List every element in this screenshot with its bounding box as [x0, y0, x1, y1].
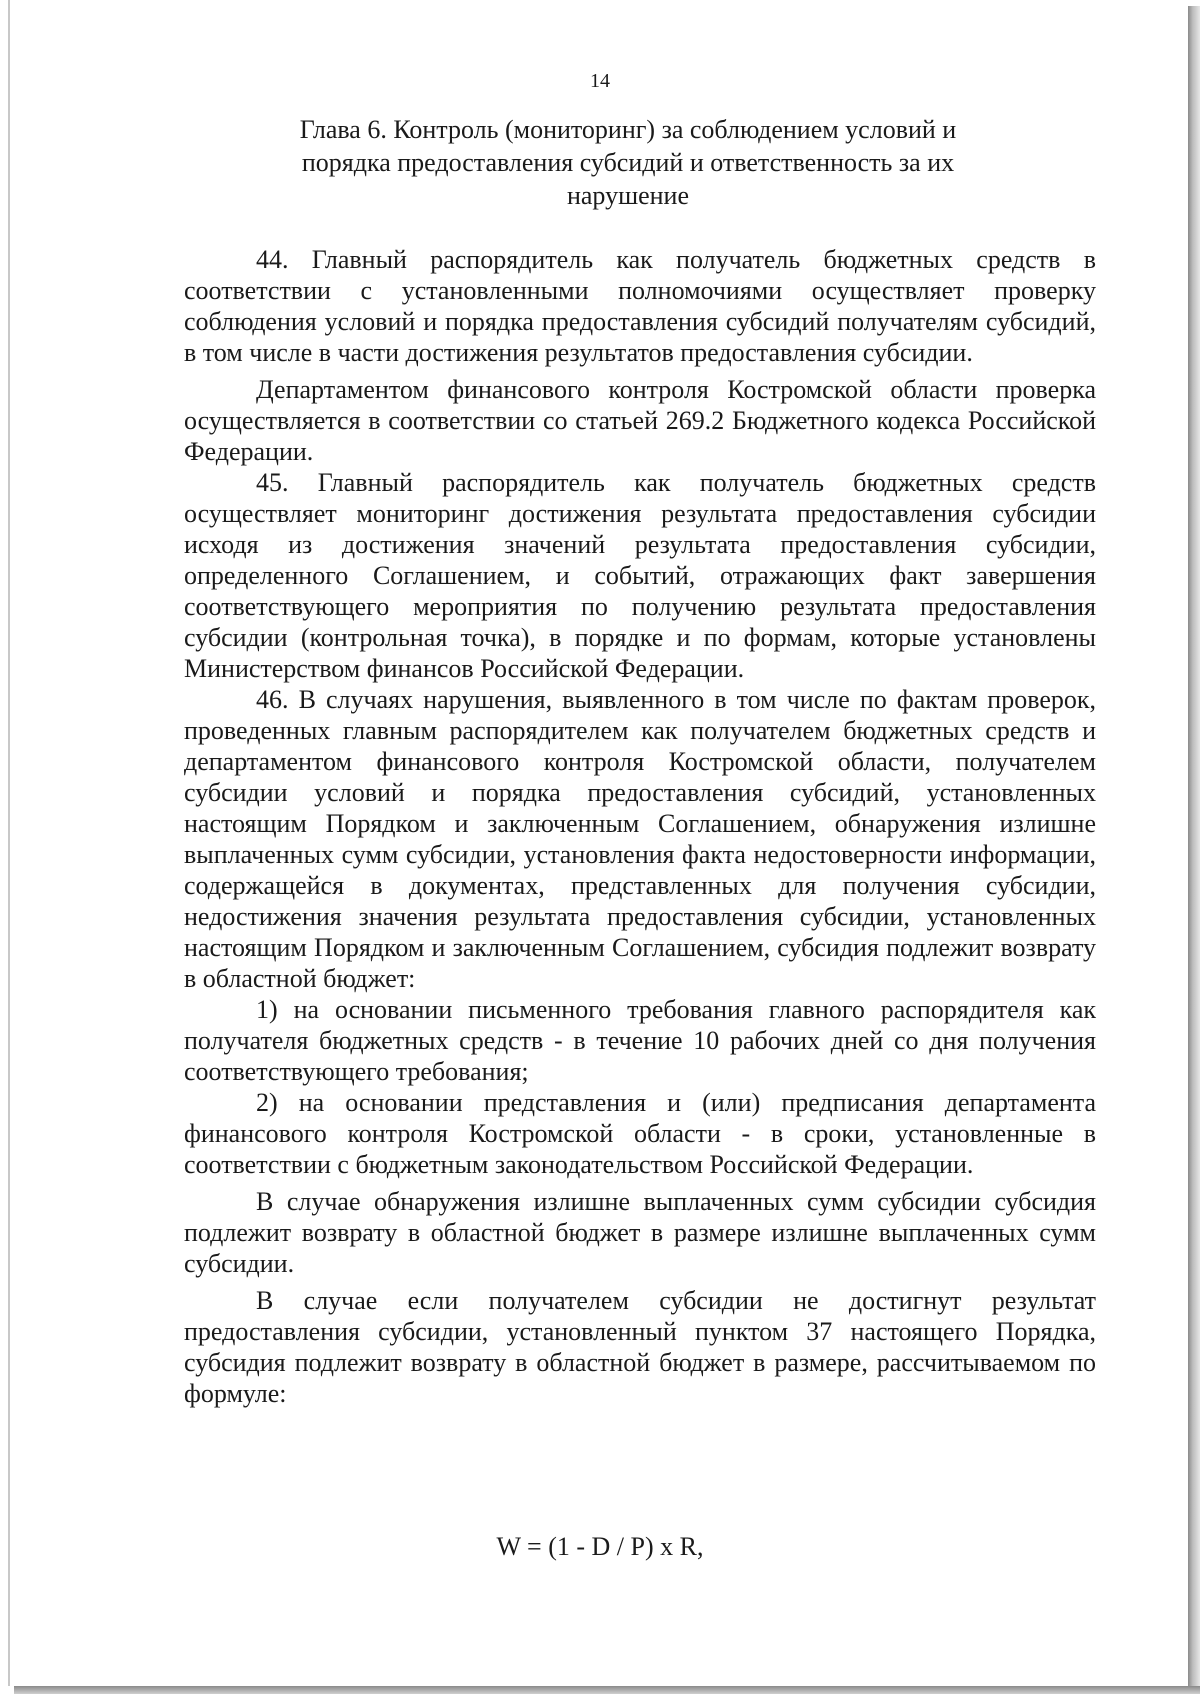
- page-shadow-right: [1188, 6, 1200, 1694]
- document-page: [8, 0, 1188, 1686]
- refund-formula: W = (1 - D / P) x R,: [496, 1532, 704, 1561]
- paragraph-45: 45. Главный распорядитель как получатель бюджетных средств осуществляет мониторинг достижения результата предоставления субсидии исходя из достижения значений результата предоставления субсидии, определенного Соглашением, и событий, отражающих факт завершения соответствующего мероприятия по получению результата предоставления субсидии (контрольная точка), в порядке и по формам, которые установлены Министерством финансов Российской Федерации.: [184, 468, 1096, 683]
- paragraph-excess-payments: В случае обнаружения излишне выплаченных сумм субсидии субсидия подлежит возврату в областной бюджет в размере излишне выплаченных сумм субсидии.: [184, 1187, 1096, 1278]
- chapter-title: Глава 6. Контроль (мониторинг) за соблюдением условий и порядка предоставления субсидий и ответственность за их нарушение: [299, 115, 957, 210]
- paragraph-46: 46. В случаях нарушения, выявленного в том числе по фактам проверок, проведенных главным распорядителем как получателем бюджетных средств и департаментом финансового контроля Костромской области, получателем субсидии условий и порядка предоставления субсидий, установленных настоящим Порядком и заключенным Соглашением, обнаружения излишне выплаченных сумм субсидии, установления факта недостоверности информации, содержащейся в документах, представленных для получения субсидии, недостижения значения результата предоставления субсидии, установленных настоящим Порядком и заключенным Соглашением, субсидия подлежит возврату в областной бюджет:: [184, 685, 1096, 993]
- page-shadow-bottom: [14, 1686, 1200, 1694]
- paragraph-financial-control: Департаментом финансового контроля Костромской области проверка осуществляется в соответствии со статьей 269.2 Бюджетного кодекса Российской Федерации.: [184, 375, 1096, 466]
- paragraph-result-not-achieved: В случае если получателем субсидии не достигнут результат предоставления субсидии, установленный пунктом 37 настоящего Порядка, субсидия подлежит возврату в областной бюджет в размере, рассчитываемом по формуле:: [184, 1286, 1096, 1408]
- page-number: 14: [590, 70, 610, 92]
- document-body: [184, 244, 1096, 1409]
- paragraph-46-item-2: 2) на основании представления и (или) предписания департамента финансового контроля Костромской области - в сроки, установленные в соответствии с бюджетным законодательством Российской Федерации.: [184, 1088, 1096, 1179]
- paragraph-46-item-1: 1) на основании письменного требования главного распорядителя как получателя бюджетных средств - в течение 10 рабочих дней со дня получения соответствующего требования;: [184, 995, 1096, 1086]
- paragraph-44: 44. Главный распорядитель как получатель бюджетных средств в соответствии с установленными полномочиями осуществляет проверку соблюдения условий и порядка предоставления субсидий получателям субсидий, в том числе в части достижения результатов предоставления субсидии.: [184, 245, 1096, 367]
